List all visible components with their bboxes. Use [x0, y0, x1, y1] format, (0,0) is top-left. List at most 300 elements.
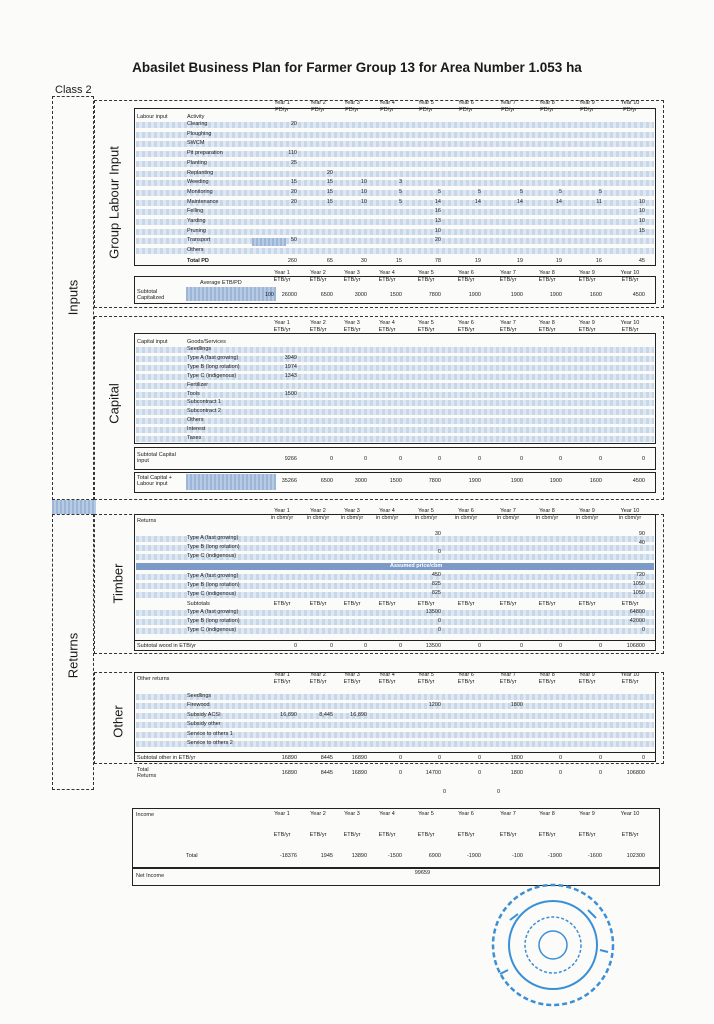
activity-label: Ploughing	[187, 130, 212, 137]
subtotals-unit: ETB/yr	[273, 601, 291, 607]
year-unit: ETB/yr	[538, 679, 556, 685]
labour-value: 14	[516, 198, 523, 205]
price-band-label: Assumed price/cbm	[390, 563, 443, 569]
year-unit: ETB/yr	[378, 327, 396, 333]
row-shade	[136, 171, 654, 177]
capital-item-label: Interest	[187, 426, 206, 433]
capital-total-label: Total Capital + Labour input	[137, 475, 173, 487]
other-label: Other	[110, 705, 126, 738]
year-header: Year 5	[418, 320, 434, 326]
other-item-value: 16,890	[280, 711, 297, 718]
year-header: Year 9	[579, 320, 595, 326]
timber-subtotal-value: 0	[558, 643, 562, 649]
year-header: Year 8	[539, 100, 555, 106]
labour-value: 50	[290, 237, 297, 244]
year-header: Year 2	[310, 270, 326, 276]
year-unit: PD/yr	[540, 107, 554, 113]
activity-label: Monitoring	[187, 188, 213, 195]
labour-value: 20	[290, 198, 297, 205]
labour-value: 10	[434, 227, 441, 234]
row-shade	[136, 427, 654, 433]
labour-value: 10	[638, 198, 645, 205]
year-header: Year 7	[500, 270, 516, 276]
activity-label: Weeding	[187, 179, 209, 186]
year-unit: in cbm/yr	[496, 515, 520, 521]
total-pd-value: 45	[638, 258, 645, 264]
year-header: Year 1	[274, 508, 290, 514]
timber-price-y10: 1050	[632, 590, 645, 596]
year-header: Year 1	[274, 320, 290, 326]
year-unit: ETB/yr	[499, 327, 517, 333]
year-unit: ETB/yr	[343, 679, 361, 685]
income-unit: ETB/yr	[578, 832, 596, 838]
income-year-header: Year 7	[500, 811, 516, 817]
other-item-value: 16,890	[350, 711, 367, 718]
timber-subtotal-value: 0	[329, 643, 333, 649]
timber-vol-y10: 90	[638, 531, 645, 537]
labour-subtotal-value: 26000	[281, 292, 297, 298]
income-year-header: Year 4	[379, 811, 395, 817]
capital-item-label: Type C (indigenous)	[187, 372, 237, 379]
goods-col-label: Goods/Services	[187, 339, 226, 345]
row-shade	[136, 392, 654, 398]
row-shade	[136, 347, 654, 353]
capital-total-value: 1500	[389, 478, 402, 484]
capital-item-label: Others	[187, 417, 204, 424]
timber-subtotal-value: 0	[363, 643, 367, 649]
labour-value: 16	[434, 208, 441, 215]
activity-label: Pruning	[187, 227, 206, 234]
total-pd-value: 16	[595, 258, 602, 264]
year-header: Year 5	[418, 508, 434, 514]
below-value: 0	[496, 789, 500, 795]
year-header: Year 2	[310, 100, 326, 106]
activity-label: Others	[187, 247, 204, 254]
labour-subtotal-value: 1600	[589, 292, 602, 298]
year-unit: PD/yr	[623, 107, 637, 113]
year-header: Year 8	[539, 270, 555, 276]
year-unit: in cbm/yr	[535, 515, 559, 521]
capital-subtotal-label: Subtotal Capital input	[137, 452, 176, 464]
total-returns-value: 16890	[281, 770, 297, 776]
timber-price-label: Type B (long rotation)	[187, 582, 240, 588]
timber-price-y10: 720	[635, 572, 645, 578]
labour-subtotal-value: 1900	[468, 292, 481, 298]
avg-etb-label: Average ETB/PD	[200, 280, 242, 286]
other-subtotal-value: 8445	[320, 755, 333, 761]
labour-value: 5	[598, 188, 602, 195]
row-shade	[136, 436, 654, 442]
capital-total-shade	[186, 474, 276, 490]
year-unit: PD/yr	[380, 107, 394, 113]
year-header: Year 4	[379, 320, 395, 326]
activity-label: Yarding	[187, 218, 206, 224]
capital-subtotal-value: 0	[363, 456, 367, 462]
income-year-header: Year 2	[310, 811, 326, 817]
capital-total-value: 3000	[354, 478, 367, 484]
year-header: Year 6	[458, 508, 474, 514]
year-header: Year 5	[418, 672, 434, 678]
net-income-label: Net Income	[136, 873, 165, 879]
subtotals-unit: ETB/yr	[343, 601, 361, 607]
year-unit: ETB/yr	[273, 277, 291, 283]
labour-value: 10	[638, 208, 645, 215]
other-item-label: Service to others 1	[187, 730, 233, 737]
subtotals-unit: ETB/yr	[538, 601, 556, 607]
total-returns-value: 0	[477, 770, 481, 776]
income-year-header: Year 9	[579, 811, 595, 817]
activity-label: Clearing	[187, 121, 208, 127]
year-unit: ETB/yr	[457, 277, 475, 283]
year-unit: ETB/yr	[457, 679, 475, 685]
labour-value: 5	[398, 198, 402, 205]
capital-item-label: Taxes	[187, 435, 202, 441]
other-subtotal-value: 0	[398, 755, 402, 761]
other-item-label: Subsidy other	[187, 721, 221, 728]
capital-subtotal-value: 0	[558, 456, 562, 462]
capital-item-value: 1500	[284, 390, 297, 397]
year-header: Year 6	[458, 270, 474, 276]
year-unit: in cbm/yr	[618, 515, 642, 521]
income-unit: ETB/yr	[621, 832, 639, 838]
year-header: Year 3	[344, 270, 360, 276]
total-returns-value: 0	[558, 770, 562, 776]
year-header: Year 10	[620, 508, 640, 514]
timber-value-y10: 64800	[629, 609, 645, 615]
capital-total-value: 4500	[632, 478, 645, 484]
activity-label: Transport	[187, 237, 211, 244]
income-total-value: -1900	[547, 853, 562, 859]
capital-total-value: 1900	[549, 478, 562, 484]
class-label: Class 2	[55, 84, 92, 96]
timber-value-y5: 0	[437, 618, 441, 624]
other-subtotal-label: Subtotal other in ETB/yr	[137, 755, 196, 761]
labour-value: 15	[326, 188, 333, 195]
timber-price-y5: 825	[431, 590, 441, 596]
year-header: Year 10	[620, 100, 640, 106]
capital-total-value: 1900	[468, 478, 481, 484]
year-header: Year 9	[579, 672, 595, 678]
year-header: Year 1	[274, 100, 290, 106]
capital-total-value: 1900	[510, 478, 523, 484]
year-unit: in cbm/yr	[340, 515, 364, 521]
labour-value: 14	[555, 198, 562, 205]
labour-value: 20	[434, 237, 441, 244]
other-item-value: 8,445	[319, 711, 333, 718]
total-returns-value: 0	[398, 770, 402, 776]
income-table	[132, 808, 660, 868]
labour-col-label: Labour input	[137, 114, 168, 120]
timber-price-y5: 450	[431, 572, 441, 578]
timber-vol-label: Type B (long rotation)	[187, 544, 240, 550]
labour-value: 15	[326, 198, 333, 205]
year-header: Year 6	[458, 672, 474, 678]
activity-label: Planting	[187, 159, 207, 166]
income-year-header: Year 8	[539, 811, 555, 817]
separator-shade	[52, 500, 96, 514]
labour-value: 10	[638, 218, 645, 224]
labour-subtotal-label: Subtotal Capitalized	[137, 289, 165, 301]
capital-item-label: Type B (long rotation)	[187, 363, 240, 370]
total-pd-value: 260	[287, 258, 297, 264]
row-shade	[136, 694, 654, 700]
year-header: Year 4	[379, 100, 395, 106]
year-unit: in cbm/yr	[375, 515, 399, 521]
income-unit: ETB/yr	[417, 832, 435, 838]
labour-subtotal-value: 3000	[354, 292, 367, 298]
subtotals-unit: ETB/yr	[621, 601, 639, 607]
timber-subtotal-value: 0	[598, 643, 602, 649]
row-shade	[136, 238, 654, 244]
year-header: Year 10	[620, 320, 640, 326]
income-total-value: 102300	[626, 853, 645, 859]
other-item-label: Seedlings	[187, 693, 212, 699]
income-total-value: -1500	[387, 853, 402, 859]
other-subtotal-value: 0	[641, 755, 645, 761]
year-unit: in cbm/yr	[306, 515, 330, 521]
year-unit: ETB/yr	[309, 327, 327, 333]
total-pd-value: 19	[555, 258, 562, 264]
timber-value-y10: 0	[641, 627, 645, 633]
timber-subtotal-label: Subtotal wood in ETB/yr	[137, 643, 197, 649]
returns-label: Returns	[65, 632, 81, 679]
timber-vol-y5: 0	[437, 549, 441, 555]
other-subtotal-value: 0	[558, 755, 562, 761]
labour-value: 3	[398, 179, 402, 186]
total-pd-label: Total PD	[187, 258, 209, 264]
row-shade	[136, 418, 654, 424]
income-year-header: Year 5	[418, 811, 434, 817]
row-shade	[136, 219, 654, 225]
other-subtotal-value: 0	[477, 755, 481, 761]
year-header: Year 7	[500, 508, 516, 514]
income-total-value: 1945	[320, 853, 333, 859]
subtotals-unit: ETB/yr	[499, 601, 517, 607]
total-returns-value: 8445	[320, 770, 333, 776]
total-pd-value: 65	[326, 258, 333, 264]
year-header: Year 5	[418, 100, 434, 106]
year-header: Year 4	[379, 508, 395, 514]
subtotals-unit: ETB/yr	[578, 601, 596, 607]
labour-value: 25	[290, 159, 297, 166]
row-shade	[136, 703, 654, 709]
year-header: Year 9	[579, 508, 595, 514]
labour-subtotal-value: 6500	[320, 292, 333, 298]
year-unit: ETB/yr	[417, 327, 435, 333]
year-unit: ETB/yr	[621, 679, 639, 685]
total-pd-value: 19	[474, 258, 481, 264]
timber-value-label: Type C (indigenous)	[187, 627, 237, 633]
total-pd-value: 78	[434, 258, 441, 264]
labour-value: 15	[638, 227, 645, 234]
year-header: Year 9	[579, 100, 595, 106]
year-header: Year 2	[310, 320, 326, 326]
capital-item-label: Subcontract 1	[187, 399, 221, 406]
labour-value: 13	[434, 218, 441, 224]
other-subtotal-value: 1800	[510, 755, 523, 761]
labour-value: 15	[290, 179, 297, 186]
income-unit: ETB/yr	[309, 832, 327, 838]
capital-item-label: Type A (fast growing)	[187, 354, 239, 361]
income-total-value: -1600	[587, 853, 602, 859]
year-header: Year 4	[379, 672, 395, 678]
year-unit: PD/yr	[580, 107, 594, 113]
year-unit: ETB/yr	[343, 277, 361, 283]
timber-price-y5: 825	[431, 581, 441, 587]
timber-subtotal-value: 0	[477, 643, 481, 649]
year-unit: ETB/yr	[273, 327, 291, 333]
labour-subtotal-value: 1900	[549, 292, 562, 298]
capital-subtotal-value: 0	[641, 456, 645, 462]
income-label: Income	[136, 812, 155, 818]
income-unit: ETB/yr	[378, 832, 396, 838]
timber-value-label: Type B (long rotation)	[187, 618, 240, 624]
income-total-value: -18376	[279, 853, 297, 859]
labour-subtotal-value: 7800	[428, 292, 441, 298]
year-unit: ETB/yr	[309, 679, 327, 685]
year-header: Year 3	[344, 100, 360, 106]
capital-item-value: 3949	[284, 354, 297, 361]
income-unit: ETB/yr	[538, 832, 556, 838]
total-returns-value: 0	[598, 770, 602, 776]
other-subtotal-line	[134, 752, 656, 753]
timber-vol-label: Type A (fast growing)	[187, 535, 239, 541]
subtotals-label: Subtotals	[187, 601, 210, 607]
capital-col-label: Capital input	[137, 339, 168, 345]
capital-subtotal-value: 0	[329, 456, 333, 462]
other-item-value: 1200	[428, 702, 441, 709]
other-subtotal-value: 0	[437, 755, 441, 761]
income-total-value: 13890	[351, 853, 367, 859]
activity-label: Pit preparation	[187, 150, 223, 157]
capital-subtotal-value: 0	[437, 456, 441, 462]
timber-subtotal-value: 13500	[425, 643, 441, 649]
capital-total-value: 6500	[320, 478, 333, 484]
row-shade	[136, 122, 654, 128]
timber-value-label: Type A (fast growing)	[187, 609, 239, 615]
timber-value-y10: 42000	[629, 618, 645, 624]
timber-value-y5: 13500	[425, 609, 441, 615]
year-unit: ETB/yr	[378, 277, 396, 283]
subtotals-unit: ETB/yr	[457, 601, 475, 607]
transport-shade	[252, 238, 286, 246]
subtotals-unit: ETB/yr	[417, 601, 435, 607]
year-header: Year 2	[310, 508, 326, 514]
year-header: Year 8	[539, 508, 555, 514]
year-header: Year 10	[620, 270, 640, 276]
other-item-value: 1800	[510, 702, 523, 709]
timber-value-y5: 0	[437, 627, 441, 633]
activity-label: Maintenance	[187, 198, 219, 205]
row-shade	[136, 248, 654, 254]
year-unit: in cbm/yr	[575, 515, 599, 521]
year-header: Year 7	[500, 672, 516, 678]
income-unit: ETB/yr	[343, 832, 361, 838]
total-pd-value: 30	[360, 258, 367, 264]
timber-subtotal-value: 0	[398, 643, 402, 649]
year-header: Year 1	[274, 270, 290, 276]
capital-subtotal-value: 0	[519, 456, 523, 462]
timber-vol-label: Type C (indigenous)	[187, 553, 237, 559]
labour-subtotal-value: 1500	[389, 292, 402, 298]
income-total-value: -100	[511, 853, 523, 859]
year-header: Year 6	[458, 320, 474, 326]
total-returns-label: Total Returns	[137, 767, 157, 779]
labour-value: 10	[360, 198, 367, 205]
year-header: Year 4	[379, 270, 395, 276]
capital-total-value: 35266	[281, 478, 297, 484]
labour-value: 20	[290, 121, 297, 127]
row-shade	[136, 141, 654, 147]
year-unit: ETB/yr	[578, 327, 596, 333]
year-header: Year 8	[539, 320, 555, 326]
timber-subtotal-value: 0	[293, 643, 297, 649]
row-shade	[136, 383, 654, 389]
labour-value: 5	[477, 188, 481, 195]
activity-label: Replanting	[187, 169, 214, 176]
year-unit: ETB/yr	[457, 327, 475, 333]
income-year-header: Year 10	[620, 811, 640, 817]
capital-item-label: Subcontract 2	[187, 408, 221, 415]
capital-subtotal-value: 0	[477, 456, 481, 462]
year-header: Year 7	[500, 100, 516, 106]
labour-label: Group Labour Input	[106, 146, 122, 259]
returns-col-label: Returns	[137, 518, 157, 524]
labour-subtotal-value: 1900	[510, 292, 523, 298]
year-unit: ETB/yr	[578, 679, 596, 685]
timber-price-y10: 1050	[632, 581, 645, 587]
labour-value: 15	[326, 179, 333, 186]
total-returns-value: 14700	[425, 770, 441, 776]
income-year-header: Year 1	[274, 811, 290, 817]
activity-label: Felling	[187, 208, 204, 215]
row-shade	[136, 229, 654, 235]
year-unit: PD/yr	[419, 107, 433, 113]
below-value: 0	[442, 789, 446, 795]
labour-value: 5	[398, 188, 402, 195]
labour-value: 5	[519, 188, 523, 195]
year-unit: ETB/yr	[621, 277, 639, 283]
total-pd-value: 19	[516, 258, 523, 264]
year-header: Year 5	[418, 270, 434, 276]
year-header: Year 6	[458, 100, 474, 106]
year-unit: ETB/yr	[273, 679, 291, 685]
capital-subtotal-value: 0	[398, 456, 402, 462]
year-unit: ETB/yr	[538, 277, 556, 283]
income-year-header: Year 6	[458, 811, 474, 817]
year-unit: PD/yr	[311, 107, 325, 113]
labour-value: 20	[290, 188, 297, 195]
labour-subtotal-value: 4500	[632, 292, 645, 298]
labour-value: 14	[474, 198, 481, 205]
year-unit: ETB/yr	[578, 277, 596, 283]
timber-label: Timber	[110, 563, 126, 604]
capital-total-value: 1600	[589, 478, 602, 484]
timber-subtotal-line	[134, 640, 656, 641]
income-unit: ETB/yr	[499, 832, 517, 838]
total-returns-value: 106800	[626, 770, 645, 776]
labour-value: 20	[326, 169, 333, 176]
year-unit: ETB/yr	[417, 679, 435, 685]
timber-vol-y5: 30	[434, 531, 441, 537]
avg-etb-value: 100	[264, 292, 274, 298]
year-unit: ETB/yr	[499, 679, 517, 685]
income-total-value: 6900	[428, 853, 441, 859]
year-unit: in cbm/yr	[454, 515, 478, 521]
total-returns-value: 1800	[510, 770, 523, 776]
year-header: Year 7	[500, 320, 516, 326]
income-year-header: Year 3	[344, 811, 360, 817]
